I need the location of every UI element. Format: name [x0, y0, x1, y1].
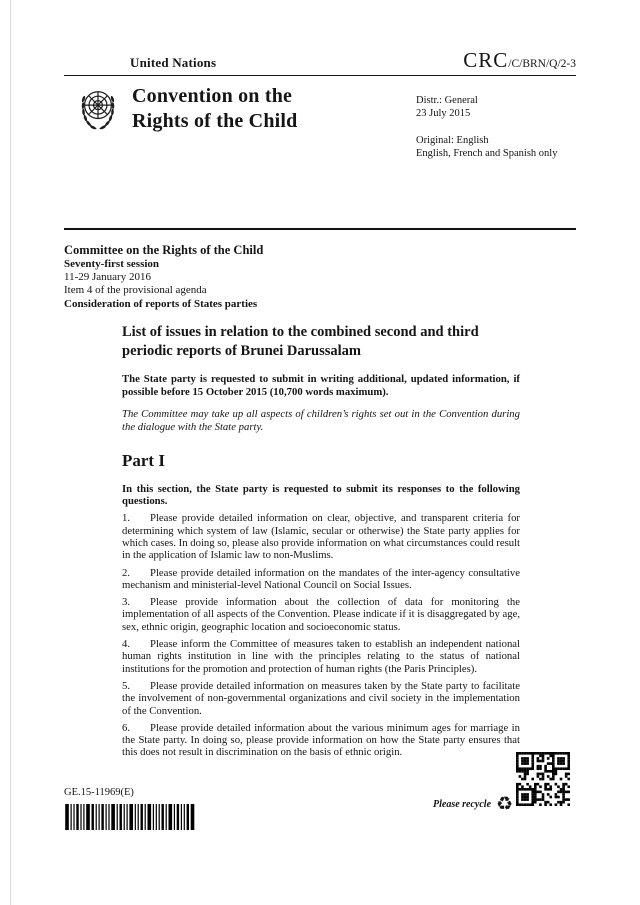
recycle-icon: ♻ [496, 794, 514, 815]
question-text-1: Please provide detailed information on clear, objective, and transparent criteria for determining which system of law (Islamic, secular or otherwise) the State party applies for which cases. In doing so, please also provide information on what circumstances could result in the application of Islamic law to non-Muslims. [122, 512, 521, 562]
question-item-6 [122, 722, 520, 759]
question-number-1: 1. [122, 512, 131, 525]
question-text-4: Please inform the Committee of measures taken to establish an independent national human rights institution in line with the principles relating to the status of national institutions for the promotion and protection of human rights (the Paris Principles). [122, 638, 520, 675]
masthead [64, 76, 576, 160]
session-dates: 11-29 January 2016 [64, 271, 151, 284]
session-info [64, 230, 576, 311]
document-number: GE.15-11969(E) [64, 787, 134, 798]
distribution-block [416, 84, 574, 160]
question-number-4: 4. [122, 638, 131, 651]
document-symbol [463, 48, 576, 73]
distr-spacer [416, 120, 574, 134]
question-number-2: 2. [122, 566, 131, 579]
part-intro: In this section, the State party is requested to submit its responses to the following questions. [122, 482, 520, 508]
distr-type: Distr.: General [416, 95, 478, 106]
recycle-note [433, 795, 513, 814]
document-body [122, 311, 520, 759]
question-item-5 [122, 680, 520, 717]
question-number-3: 3. [122, 596, 131, 609]
question-item-2 [122, 567, 520, 592]
page-edge-artifact [10, 0, 11, 905]
session-title: Seventy-first session [64, 258, 160, 270]
document-symbol-prefix: CRC [463, 48, 509, 72]
question-item-1 [122, 512, 520, 561]
committee-name: Committee on the Rights of the Child [64, 243, 264, 257]
distr-date: 23 July 2015 [416, 108, 471, 119]
barcode [64, 804, 196, 830]
question-text-5: Please provide detailed information on measures taken by the State party to facilitate the involvement of non-governmental organizations and civil society in the implementation of the Convention. [122, 679, 520, 717]
agenda-title: Consideration of reports of States parties [64, 297, 258, 310]
question-number-6: 6. [122, 721, 131, 734]
part-heading: Part I [122, 450, 165, 470]
treaty-title [132, 84, 416, 160]
document-symbol-suffix: /C/BRN/Q/2-3 [508, 58, 576, 70]
question-number-5: 5. [122, 679, 131, 692]
question-text-3: Please provide information about the collection of data for monitoring the implementation of all aspects of the Convention. Please indicate if it is disaggregated by age, sex, ethnic origin, geographic location and socioeconomic status. [122, 596, 520, 633]
question-item-4 [122, 638, 520, 675]
agenda-item: Item 4 of the provisional agenda [64, 284, 207, 297]
qr-code [516, 752, 570, 806]
dialogue-note: The Committee may take up all aspects of children’s rights set out in the Convention during the dialogue with the State party. [122, 407, 520, 433]
org-name: United Nations [130, 55, 217, 70]
header-top-row [64, 0, 576, 73]
question-text-6: Please provide detailed information about the various minimum ages for marriage in the State party. In doing so, please provide information on how the State party ensures that this does not result in discrimination on the basis of ethnic origin. [122, 721, 520, 759]
original-language: Original: English [416, 135, 489, 146]
recycle-label: Please recycle [433, 799, 492, 810]
treaty-title-line2: Rights of the Child [132, 110, 298, 132]
question-text-2: Please provide detailed information on the mandates of the inter-agency consultative mechanism and ministerial-level National Council on Social Issues. [122, 566, 520, 591]
treaty-title-line1: Convention on the [132, 85, 293, 107]
un-emblem-icon [72, 84, 124, 136]
document-title: List of issues in relation to the combined second and third periodic reports of Brunei Darussalam [122, 323, 479, 359]
question-item-3 [122, 596, 520, 633]
available-languages: English, French and Spanish only [416, 148, 558, 159]
submission-note: The State party is requested to submit in writing additional, updated information, if possible before 15 October 2015 (10,700 words maximum). [122, 372, 520, 398]
un-emblem-logo [72, 84, 124, 136]
